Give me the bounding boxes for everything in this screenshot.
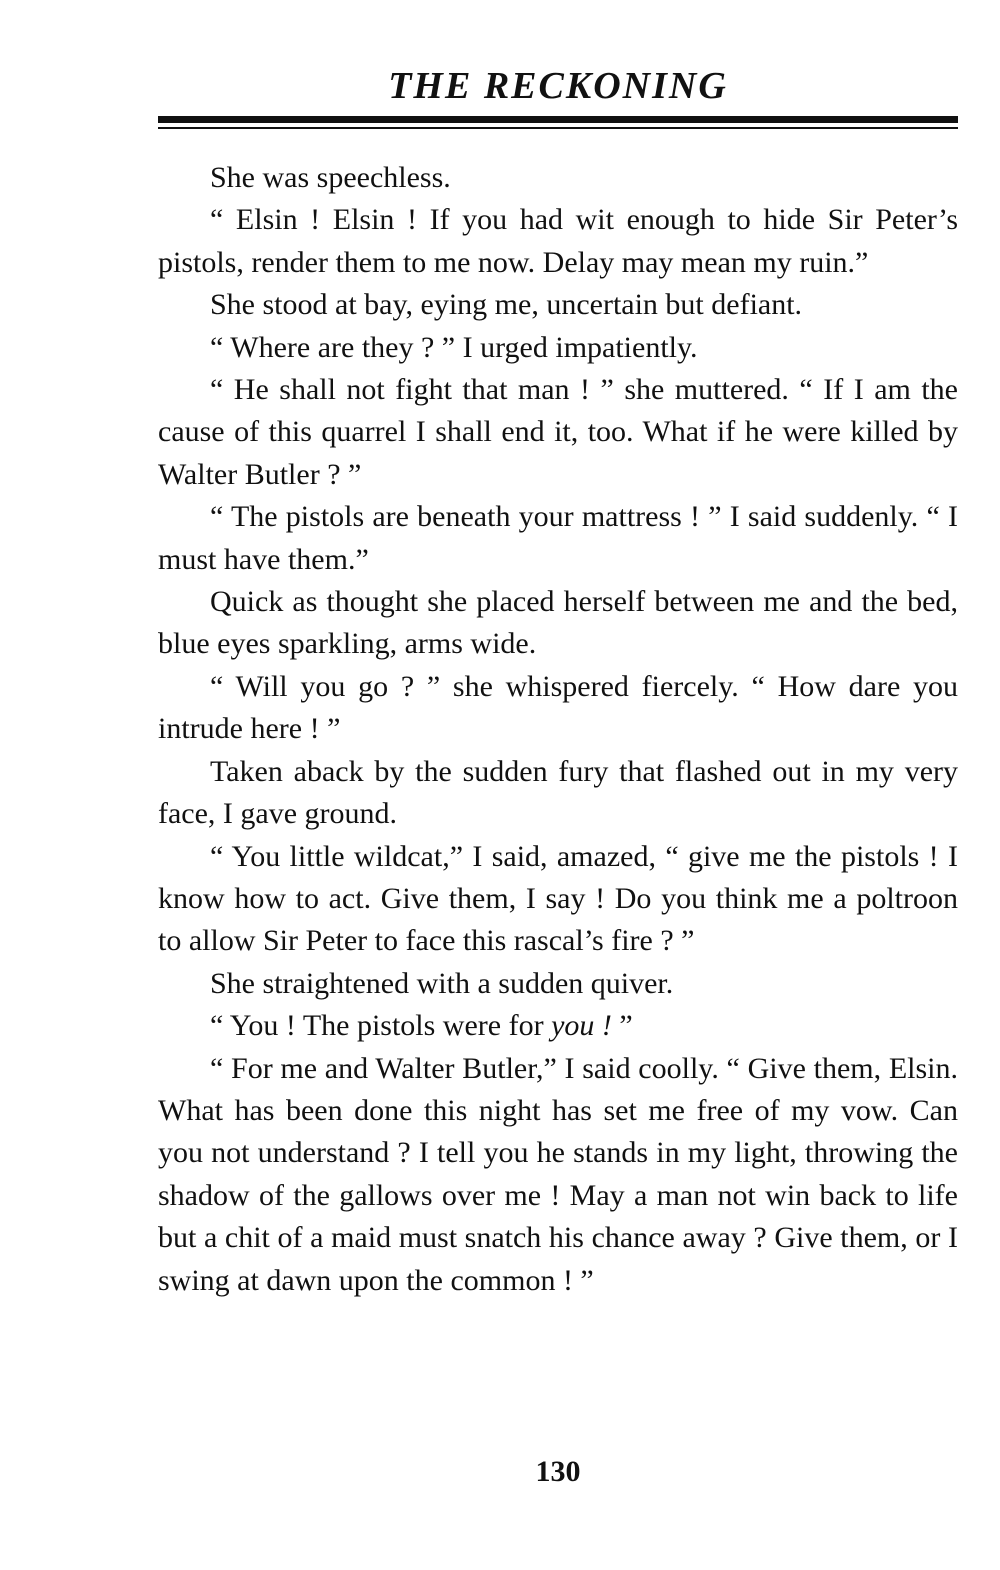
paragraph: “ Elsin ! Elsin ! If you had wit enough to hide Sir Peter’s pistols, render them to me now. Delay may mean my ruin.” bbox=[158, 203, 958, 279]
text-run: ” bbox=[611, 1009, 633, 1043]
header-rule-thin bbox=[158, 127, 958, 129]
paragraph: She stood at bay, eying me, uncertain but defiant. bbox=[210, 288, 803, 322]
paragraph: Quick as thought she placed herself between me and the bed, blue eyes sparkling, arms wide. bbox=[158, 585, 958, 661]
paragraph: She straightened with a sudden quiver. bbox=[210, 966, 674, 1000]
paragraph: “ He shall not fight that man ! ” she muttered. “ If I am the cause of this quarrel I shall end it, too. What if he were killed by Walter Butler ? ” bbox=[158, 373, 958, 491]
paragraph: “ The pistols are beneath your mattress ! ” I said suddenly. “ I must have them.” bbox=[158, 500, 958, 576]
paragraph: She was speechless. bbox=[210, 161, 451, 194]
paragraph: “ You little wildcat,” I said, amazed, “ give me the pistols ! I know how to act. Give them, I say ! Do you think me a poltroon to allow Sir Peter to face this rascal’s fire ? ” bbox=[158, 839, 958, 958]
paragraph: Taken aback by the sudden fury that flashed out in my very face, I gave ground. bbox=[158, 754, 958, 831]
paragraph-pistols-for-you bbox=[158, 1005, 958, 1047]
body-text bbox=[158, 157, 958, 1302]
page-number: 130 bbox=[535, 1455, 581, 1488]
emphasis-text: you ! bbox=[551, 1009, 612, 1043]
paragraph: “ For me and Walter Butler,” I said coolly. “ Give them, Elsin. What has been done this night has set me free of my vow. Can you not understand ? I tell you he stands in my light, throwing the shadow of the gallows over me ! May a man not win back to life but a chit of a maid must snatch his chance away ? Give them, or I swing at dawn upon the common ! ” bbox=[158, 1051, 958, 1297]
book-page bbox=[158, 60, 958, 1302]
text-run: “ You ! The pistols were for bbox=[210, 1009, 552, 1043]
running-title: THE RECKONING bbox=[388, 65, 728, 107]
paragraph: “ Where are they ? ” I urged impatiently. bbox=[210, 330, 698, 364]
header-rule-thick bbox=[158, 116, 958, 123]
paragraph: “ Will you go ? ” she whispered fiercely. “ How dare you intrude here ! ” bbox=[158, 669, 958, 746]
